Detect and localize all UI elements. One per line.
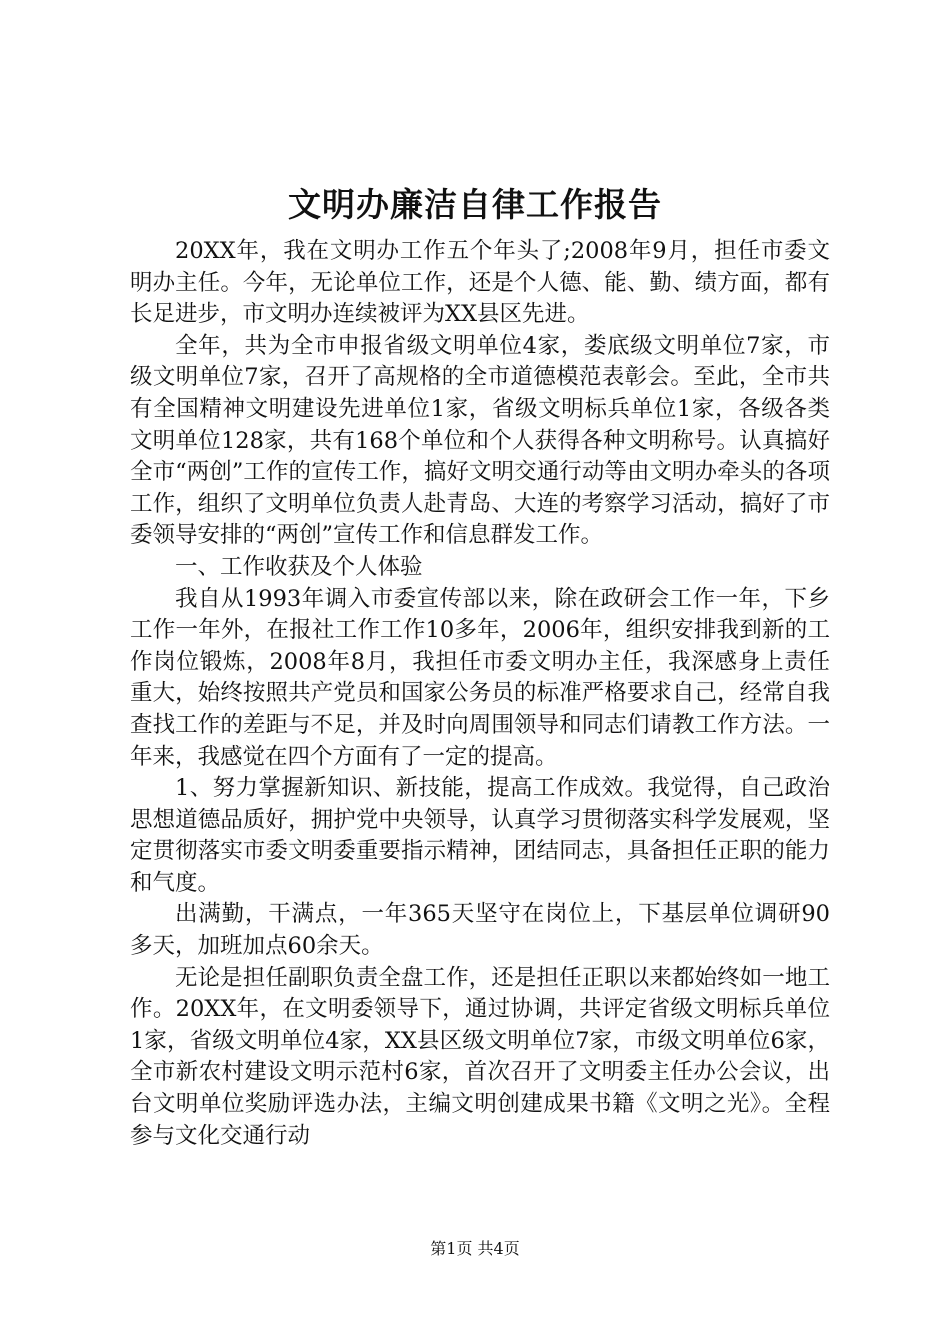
section-heading: 一、工作收获及个人体验 <box>175 553 423 580</box>
paragraph-point-1: 1、努力掌握新知识、新技能，提高工作成效。我觉得，自己政治思想道德品质好，拥护党中央领导，认真学习贯彻落实科学发展观，坚定贯彻落实市委文明委重要指示精神，团结同志，具备担任正职的能力和气度。 <box>130 775 830 896</box>
paragraph-achievements: 无论是担任副职负责全盘工作，还是担任正职以来都始终如一地工作。20XX年，在文明委领导下，通过协调，共评定省级文明标兵单位1家，省级文明单位4家，XX县区级文明单位7家，市级文明单位6家，全市新农村建设文明示范村6家，首次召开了文明委主任办公会议，出台文明单位奖励评选办法，主编文明创建成果书籍《文明之光》。全程参与文化交通行动 <box>130 964 830 1149</box>
paragraph-career: 我自从1993年调入市委宣传部以来，除在政研会工作一年，下乡工作一年外，在报社工作工作10多年，2006年，组织安排我到新的工作岗位锻炼，2008年8月，我担任市委文明办主任，我深感身上责任重大，始终按照共产党员和国家公务员的标准严格要求自己，经常自我查找工作的差距与不足，并及时向周围领导和同志们请教工作方法。一年来，我感觉在四个方面有了一定的提高。 <box>130 585 830 770</box>
paragraph-intro: 20XX年，我在文明办工作五个年头了;2008年9月，担任市委文明办主任。今年，无论单位工作，还是个人德、能、勤、绩方面，都有长足进步，市文明办连续被评为XX县区先进。 <box>130 238 830 328</box>
document-body <box>130 236 830 1196</box>
page-footer: 第1页 共4页 <box>430 1239 520 1258</box>
paragraph-attendance: 出满勤，干满点，一年365天坚守在岗位上，下基层单位调研90多天，加班加点60余天。 <box>130 901 830 960</box>
document-title: 文明办廉洁自律工作报告 <box>288 185 662 224</box>
paragraph-annual-summary: 全年，共为全市申报省级文明单位4家，娄底级文明单位7家，市级文明单位7家，召开了高规格的全市道德模范表彰会。至此，全市共有全国精神文明建设先进单位1家，省级文明标兵单位1家，各级各类文明单位128家，共有168个单位和个人获得各种文明称号。认真搞好全市“两创”工作的宣传工作，搞好文明交通行动等由文明办牵头的各项工作，组织了文明单位负责人赴青岛、大连的考察学习活动，搞好了市委领导安排的“两创”宣传工作和信息群发工作。 <box>130 332 830 549</box>
